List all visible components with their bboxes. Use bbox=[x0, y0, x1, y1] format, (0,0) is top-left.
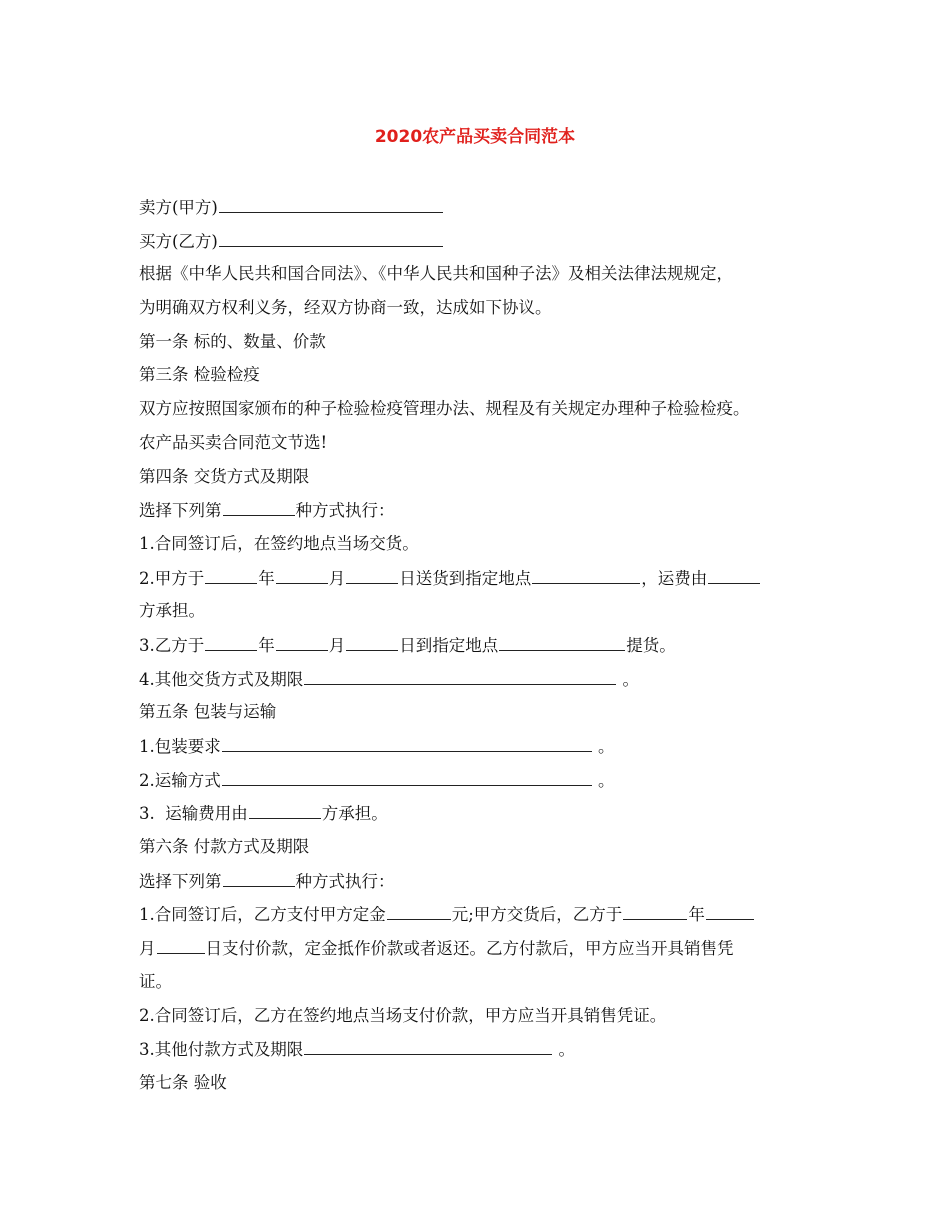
freight-cost-suffix: 方承担。 bbox=[321, 804, 388, 824]
freight-cost-prefix: 3. 运输费用由 bbox=[139, 804, 248, 824]
period: 。 bbox=[592, 737, 615, 756]
buyer-line bbox=[139, 229, 839, 263]
year-blank bbox=[623, 902, 687, 920]
location-blank bbox=[499, 633, 625, 651]
article-6-item-1 bbox=[139, 902, 839, 936]
article-4-item-3 bbox=[139, 633, 839, 667]
article-5-item-2 bbox=[139, 768, 839, 802]
year-blank bbox=[205, 566, 257, 584]
article-3-text: 双方应按照国家颁布的种子检验检疫管理办法、规程及有关规定办理种子检验检疫。 bbox=[139, 399, 750, 419]
item-2-freight: ，运费由 bbox=[641, 568, 708, 588]
other-delivery-blank bbox=[304, 667, 616, 685]
document-title: 2020农产品买卖合同范本 bbox=[374, 127, 576, 147]
packaging-label: 1.包装要求 bbox=[139, 737, 221, 756]
article-6-item-3 bbox=[139, 1037, 839, 1071]
packaging-blank bbox=[222, 734, 592, 752]
month-blank bbox=[276, 633, 328, 651]
article-5-heading: 第五条 包装与运输 bbox=[139, 702, 277, 722]
intro-line-1: 根据《中华人民共和国合同法》、《中华人民共和国种子法》及相关法律法规规定， bbox=[139, 264, 733, 284]
article-5-item-1 bbox=[139, 734, 839, 768]
deposit-prefix: 1.合同签订后，乙方支付甲方定金 bbox=[139, 905, 386, 925]
article-4-heading: 第四条 交货方式及期限 bbox=[139, 466, 310, 486]
select-suffix: 种方式执行： bbox=[295, 871, 395, 891]
item-4-label: 4.其他交货方式及期限 bbox=[139, 669, 304, 689]
month-blank bbox=[706, 902, 754, 920]
month-label: 月 bbox=[328, 635, 346, 655]
item-2-day: 日送货到指定地点 bbox=[399, 568, 532, 588]
article-3-heading: 第三条 检验检疫 bbox=[139, 365, 260, 385]
article-6-item-2: 2.合同签订后，乙方在签约地点当场支付价款，甲方应当开具销售凭证。 bbox=[139, 1005, 667, 1025]
transport-label: 2.运输方式 bbox=[139, 770, 221, 790]
year-blank bbox=[205, 633, 257, 651]
option-blank bbox=[223, 869, 295, 887]
article-7-heading: 第七条 验收 bbox=[139, 1072, 227, 1092]
article-6-item-1-end: 证。 bbox=[139, 971, 172, 991]
day-blank bbox=[346, 633, 398, 651]
period: 。 bbox=[592, 770, 615, 790]
article-1-heading: 第一条 标的、数量、价款 bbox=[139, 331, 326, 351]
period: 。 bbox=[617, 669, 639, 689]
article-6-heading: 第六条 付款方式及期限 bbox=[139, 837, 310, 857]
freight-party-blank bbox=[249, 801, 321, 819]
location-blank bbox=[532, 566, 640, 584]
article-4-item-2-cont: 方承担。 bbox=[139, 601, 205, 621]
excerpt-note: 农产品买卖合同范文节选! bbox=[139, 432, 328, 452]
day-blank bbox=[346, 566, 398, 584]
month-label: 月 bbox=[139, 939, 156, 959]
period: 。 bbox=[553, 1040, 575, 1060]
option-blank bbox=[223, 498, 295, 516]
year-label: 年 bbox=[258, 568, 275, 588]
article-5-item-3 bbox=[139, 801, 839, 835]
buyer-label: 买方(乙方) bbox=[139, 231, 218, 251]
freight-blank bbox=[708, 566, 760, 584]
item-3-prefix: 3.乙方于 bbox=[139, 635, 205, 655]
article-4-item-4 bbox=[139, 667, 839, 701]
select-suffix: 种方式执行： bbox=[295, 501, 395, 521]
select-prefix: 选择下列第 bbox=[139, 871, 222, 891]
item-2-prefix: 2.甲方于 bbox=[139, 568, 205, 588]
payment-cont: 日支付价款，定金抵作价款或者返还。乙方付款后，甲方应当开具销售凭 bbox=[205, 939, 734, 959]
month-blank bbox=[276, 566, 328, 584]
article-4-select bbox=[139, 498, 839, 532]
month-label: 月 bbox=[328, 568, 346, 588]
deposit-mid: 元;甲方交货后，乙方于 bbox=[451, 905, 623, 925]
article-6-item-1-cont bbox=[139, 936, 839, 970]
day-blank bbox=[157, 936, 205, 954]
other-payment-label: 3.其他付款方式及期限 bbox=[139, 1040, 304, 1060]
document-body bbox=[139, 195, 839, 1105]
select-prefix: 选择下列第 bbox=[139, 501, 222, 521]
year-label: 年 bbox=[688, 905, 705, 925]
seller-blank bbox=[219, 195, 443, 213]
other-payment-blank bbox=[304, 1037, 552, 1055]
item-3-day: 日到指定地点 bbox=[399, 635, 499, 655]
transport-blank bbox=[222, 768, 592, 786]
article-4-item-2 bbox=[139, 566, 839, 600]
buyer-blank bbox=[219, 229, 443, 247]
deposit-blank bbox=[387, 902, 451, 920]
article-6-select bbox=[139, 869, 839, 903]
seller-line bbox=[139, 195, 839, 229]
intro-line-2: 为明确双方权利义务，经双方协商一致，达成如下协议。 bbox=[139, 298, 552, 318]
item-3-end: 提货。 bbox=[626, 635, 676, 655]
article-4-item-1: 1.合同签订后，在签约地点当场交货。 bbox=[139, 533, 419, 553]
year-label: 年 bbox=[258, 635, 275, 655]
seller-label: 卖方(甲方) bbox=[139, 198, 218, 217]
